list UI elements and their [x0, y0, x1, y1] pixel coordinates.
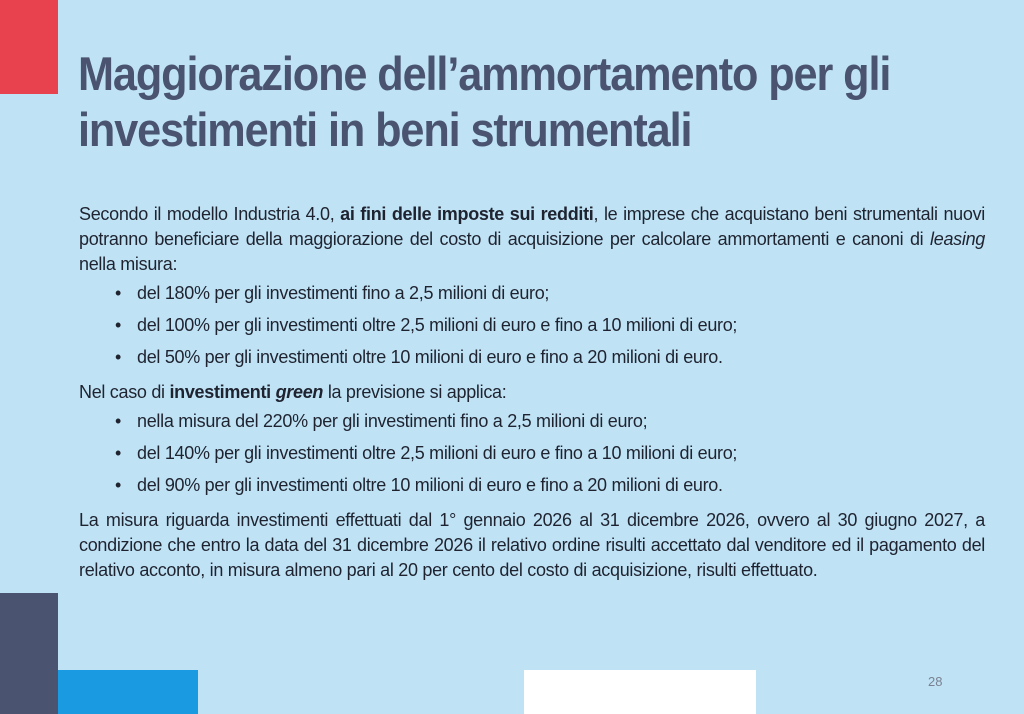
page-title: Maggiorazione dell’ammortamento per gli investimenti in beni strumentali [78, 47, 891, 156]
green-paragraph: Nel caso di investimenti green la previsione si applica: [79, 382, 507, 402]
bullet-icon: • [115, 315, 122, 335]
list-item: • del 180% per gli investimenti fino a 2,5 milioni di euro; [115, 281, 985, 306]
page-number: 28 [928, 674, 943, 689]
decorative-white-block [524, 670, 756, 714]
emphasis-leasing: leasing [930, 229, 985, 249]
intro-paragraph: Secondo il modello Industria 4.0, ai fini delle imposte sui redditi, le imprese che acquistano beni strumentali nuovi potranno beneficiare della maggiorazione del costo di acquisizione per calcolare ammortamenti e canoni di leasing nella misura: [79, 204, 985, 274]
decorative-blue-block [58, 670, 198, 714]
decorative-red-block [0, 0, 58, 94]
emphasis-green: green [275, 382, 324, 402]
rates-list [79, 281, 985, 370]
bullet-icon: • [115, 443, 122, 463]
body-content [79, 202, 985, 583]
bullet-icon: • [115, 411, 122, 431]
conditions-paragraph: La misura riguarda investimenti effettuati dal 1° gennaio 2026 al 31 dicembre 2026, ovvero al 30 giugno 2027, a condizione che entro la data del 31 dicembre 2026 il relativo ordine risulti accettato dal venditore ed il pagamento del relativo acconto, in misura almeno pari al 20 per cento del costo di acquisizione, risulti effettuato. [79, 510, 985, 580]
emphasis-investimenti: investimenti [169, 382, 276, 402]
list-item: • del 50% per gli investimenti oltre 10 milioni di euro e fino a 20 milioni di euro. [115, 345, 985, 370]
bullet-icon: • [115, 347, 122, 367]
emphasis-taxes: ai fini delle imposte sui redditi [340, 204, 594, 224]
list-item: • del 100% per gli investimenti oltre 2,5 milioni di euro e fino a 10 milioni di euro; [115, 313, 985, 338]
decorative-navy-block [0, 593, 58, 714]
list-item: • del 90% per gli investimenti oltre 10 milioni di euro e fino a 20 milioni di euro. [115, 473, 985, 498]
bullet-icon: • [115, 283, 122, 303]
bullet-icon: • [115, 475, 122, 495]
list-item: • del 140% per gli investimenti oltre 2,5 milioni di euro e fino a 10 milioni di euro; [115, 441, 985, 466]
green-rates-list [79, 409, 985, 498]
list-item: • nella misura del 220% per gli investimenti fino a 2,5 milioni di euro; [115, 409, 985, 434]
